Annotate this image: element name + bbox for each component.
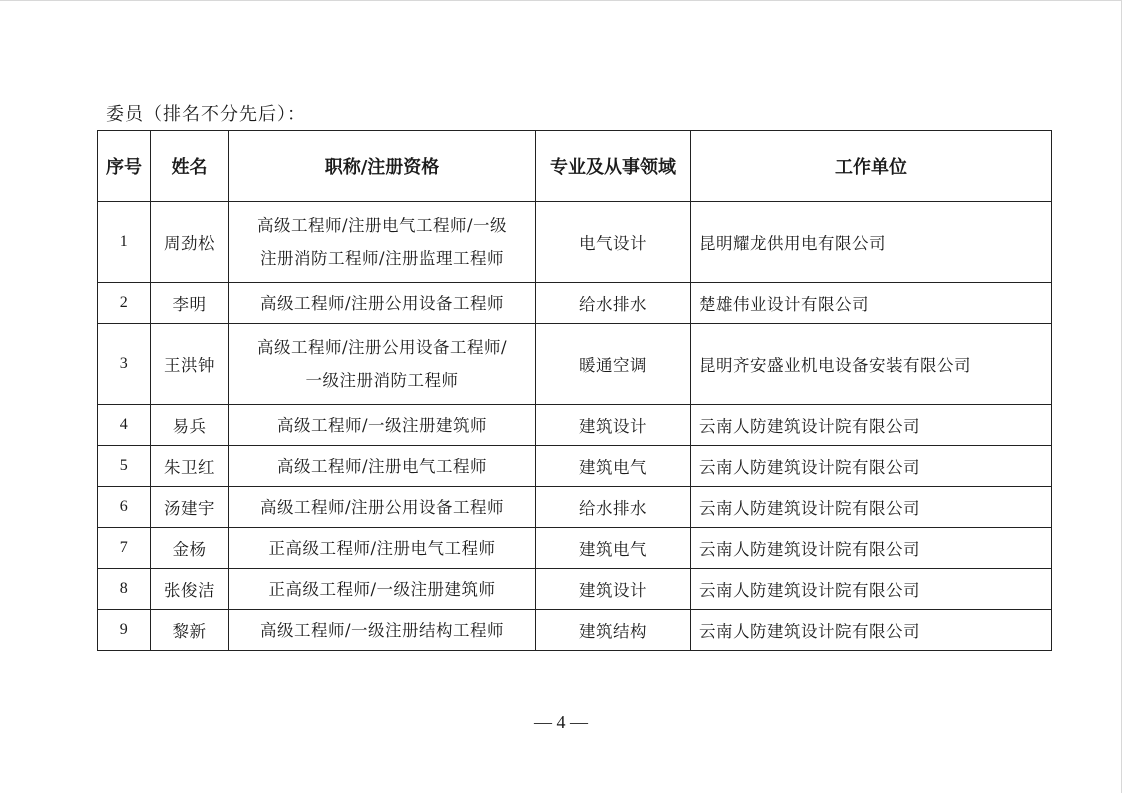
cell-no: 2 — [98, 283, 151, 324]
cell-no: 5 — [98, 446, 151, 487]
table-row — [98, 487, 1052, 528]
table-row — [98, 405, 1052, 446]
cell-unit: 云南人防建筑设计院有限公司 — [691, 446, 1052, 487]
cell-title-line: 注册消防工程师/注册监理工程师 — [259, 249, 505, 268]
table-row — [98, 324, 1052, 405]
table-row — [98, 446, 1052, 487]
cell-title — [229, 487, 536, 528]
cell-title-line: 高级工程师/一级注册建筑师 — [276, 415, 488, 435]
cell-title — [229, 405, 536, 446]
cell-title-line: 高级工程师/一级注册结构工程师 — [259, 620, 505, 640]
cell-unit: 楚雄伟业设计有限公司 — [691, 283, 1052, 324]
table-header-row — [98, 131, 1052, 202]
cell-unit: 昆明耀龙供用电有限公司 — [691, 202, 1052, 283]
cell-no: 6 — [98, 487, 151, 528]
cell-title-line: 正高级工程师/一级注册建筑师 — [268, 579, 496, 599]
page-number: — 4 — — [534, 712, 588, 732]
cell-field: 建筑设计 — [536, 569, 691, 610]
cell-unit: 云南人防建筑设计院有限公司 — [691, 528, 1052, 569]
cell-no: 8 — [98, 569, 151, 610]
column-header-no: 序号 — [98, 131, 151, 202]
cell-title-line: 高级工程师/注册公用设备工程师/ — [256, 338, 508, 357]
cell-field: 给水排水 — [536, 283, 691, 324]
cell-no: 3 — [98, 324, 151, 405]
cell-field: 给水排水 — [536, 487, 691, 528]
cell-title — [229, 324, 536, 405]
cell-name: 汤建宇 — [151, 487, 229, 528]
members-heading: 委员（排名不分先后）： — [106, 104, 306, 125]
cell-name: 张俊洁 — [151, 569, 229, 610]
cell-field: 建筑结构 — [536, 610, 691, 651]
cell-title-line: 正高级工程师/注册电气工程师 — [268, 538, 496, 558]
cell-title-line: 高级工程师/注册电气工程师/一级 — [256, 216, 508, 235]
cell-title — [229, 202, 536, 283]
cell-field: 暖通空调 — [536, 324, 691, 405]
table-row — [98, 283, 1052, 324]
cell-name: 黎新 — [151, 610, 229, 651]
cell-name: 易兵 — [151, 405, 229, 446]
cell-field: 建筑电气 — [536, 446, 691, 487]
cell-title — [229, 610, 536, 651]
table-row — [98, 528, 1052, 569]
cell-unit: 云南人防建筑设计院有限公司 — [691, 405, 1052, 446]
cell-no: 9 — [98, 610, 151, 651]
cell-name: 周劲松 — [151, 202, 229, 283]
column-header-name: 姓名 — [151, 131, 229, 202]
column-header-unit: 工作单位 — [691, 131, 1052, 202]
table-row — [98, 610, 1052, 651]
cell-unit: 昆明齐安盛业机电设备安装有限公司 — [691, 324, 1052, 405]
cell-name: 朱卫红 — [151, 446, 229, 487]
cell-title-line: 一级注册消防工程师 — [305, 371, 459, 390]
cell-unit: 云南人防建筑设计院有限公司 — [691, 610, 1052, 651]
cell-title-line: 高级工程师/注册电气工程师 — [276, 456, 488, 476]
page-edge-top — [0, 0, 1122, 1]
cell-no: 1 — [98, 202, 151, 283]
table-row — [98, 202, 1052, 283]
cell-title — [229, 569, 536, 610]
cell-no: 7 — [98, 528, 151, 569]
cell-title-line: 高级工程师/注册公用设备工程师 — [259, 293, 505, 313]
column-header-title: 职称/注册资格 — [229, 131, 536, 202]
cell-field: 建筑电气 — [536, 528, 691, 569]
members-table — [97, 130, 1052, 651]
cell-name: 李明 — [151, 283, 229, 324]
cell-field: 建筑设计 — [536, 405, 691, 446]
table-row — [98, 569, 1052, 610]
column-header-field: 专业及从事领域 — [536, 131, 691, 202]
cell-title — [229, 528, 536, 569]
cell-field: 电气设计 — [536, 202, 691, 283]
cell-no: 4 — [98, 405, 151, 446]
cell-name: 金杨 — [151, 528, 229, 569]
cell-unit: 云南人防建筑设计院有限公司 — [691, 487, 1052, 528]
cell-unit: 云南人防建筑设计院有限公司 — [691, 569, 1052, 610]
cell-name: 王洪钟 — [151, 324, 229, 405]
cell-title — [229, 446, 536, 487]
cell-title — [229, 283, 536, 324]
cell-title-line: 高级工程师/注册公用设备工程师 — [259, 497, 505, 517]
